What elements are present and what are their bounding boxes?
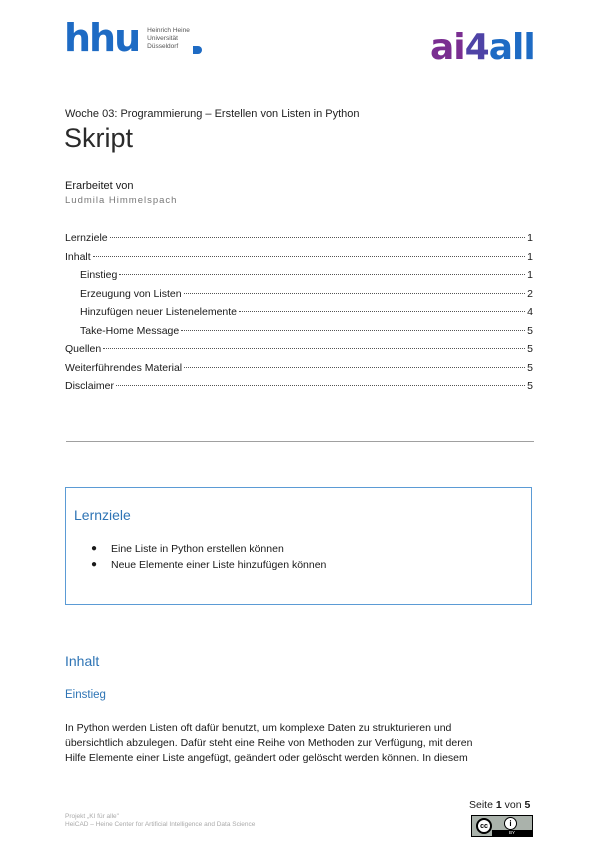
hhu-logo [64,16,202,60]
toc-leader [119,274,525,275]
list-item: ● Neue Elemente einer Liste hinzufügen können [91,559,327,571]
person-icon: i [504,817,517,830]
body-paragraph: In Python werden Listen oft dafür benutzt, um komplexe Daten zu strukturieren und übersichtlich abzulegen. Dafür steht eine Reihe von Methoden zur Verfügung, mit deren Hilfe Elemente einer Liste angefügt, geändert oder gelöscht werden können. In diesem [65,722,473,764]
section-heading-inhalt: Inhalt [65,653,100,669]
document-title: Skript [64,123,134,153]
toc-entry-quellen[interactable]: Quellen 5 [65,343,533,355]
cc-by-license-badge [471,815,533,837]
toc-entry-disclaimer[interactable]: Disclaimer 5 [65,380,533,392]
toc-leader [103,348,525,349]
author-label: Erarbeitet von [65,180,134,192]
ai4all-logo: ai 4 all [430,27,535,68]
subsection-heading-einstieg: Einstieg [65,689,106,701]
toc-leader [116,385,525,386]
toc-leader [93,256,525,257]
author-name: Ludmila Himmelspach [65,195,178,206]
toc-leader [181,330,525,331]
cc-icon: cc [476,818,492,834]
document-kicker: Woche 03: Programmierung – Erstellen von Listen in Python [65,108,360,120]
hhu-university-name: Heinrich Heine Universität Düsseldorf [147,27,190,50]
bullet-icon: ● [91,543,98,554]
bullet-icon: ● [91,559,98,570]
hhu-logo-dot-icon [193,46,202,54]
toc-entry-lernziele[interactable]: Lernziele 1 [65,232,533,244]
toc-leader [239,311,525,312]
learning-goals-box [65,487,532,605]
hhu-wordmark: hhu [64,16,140,60]
footer-project-info: Projekt „KI für alle" HeiCAD – Heine Center for Artificial Intelligence and Data Science [65,813,256,828]
toc-leader [184,293,526,294]
table-of-contents [65,232,533,399]
toc-entry-einstieg[interactable]: Einstieg 1 [80,269,533,281]
toc-entry-hinzufuegen[interactable]: Hinzufügen neuer Listenelemente 4 [80,306,533,318]
toc-entry-take-home[interactable]: Take-Home Message 5 [80,324,533,337]
toc-leader [110,237,526,238]
learning-goals-title: Lernziele [74,507,131,523]
page-number: Seite 1 von 5 [469,799,531,811]
toc-entry-erzeugung[interactable]: Erzeugung von Listen 2 [80,287,533,300]
by-label: BY [492,830,532,836]
list-item: ● Eine Liste in Python erstellen können [91,543,284,555]
learning-goals-list [91,541,326,573]
toc-entry-weiterfuehrendes[interactable]: Weiterführendes Material 5 [65,361,533,374]
toc-entry-inhalt[interactable]: Inhalt 1 [65,250,533,263]
section-divider [66,441,534,442]
by-section [492,816,532,836]
toc-leader [184,367,525,368]
